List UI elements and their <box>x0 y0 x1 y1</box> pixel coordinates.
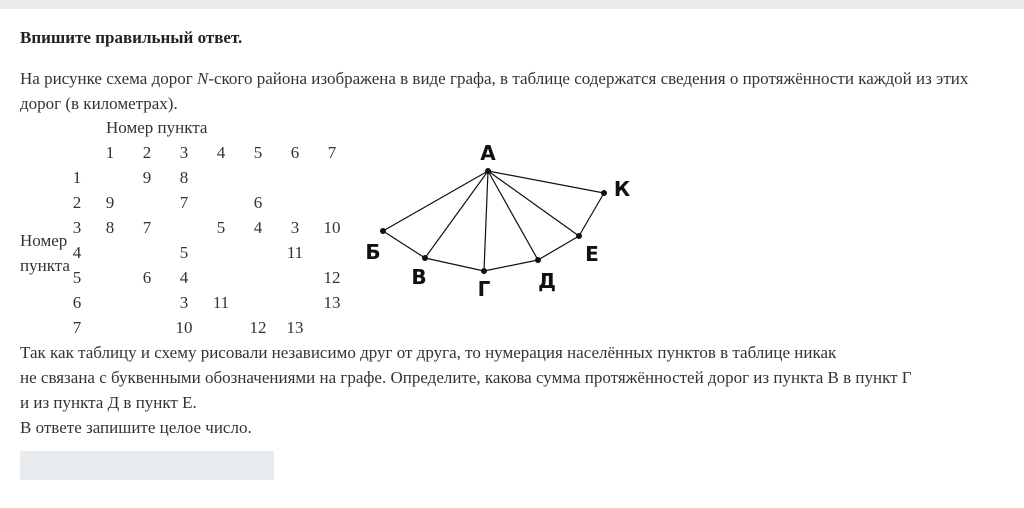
outro-line: Так как таблицу и схему рисовали независимо друг от друга, то нумерация населённых пунктов в таблице никак <box>20 343 837 362</box>
graph-vertex-label: Б <box>365 240 381 264</box>
row-header: 5 <box>72 268 82 287</box>
column-header: 2 <box>142 143 152 162</box>
table-cell: 7 <box>142 218 152 237</box>
graph-edge <box>425 171 488 258</box>
column-header: 1 <box>105 143 115 162</box>
graph-edge <box>383 231 425 258</box>
table-cell: 7 <box>179 193 189 212</box>
graph-vertex-label: Д <box>538 269 556 293</box>
table-cell: 11 <box>212 293 230 312</box>
row-header: 7 <box>72 318 82 337</box>
row-header: 1 <box>72 168 82 187</box>
road-graph <box>360 138 650 303</box>
table-cell: 9 <box>142 168 152 187</box>
outro-line: и из пункта Д в пункт Е. <box>20 393 197 412</box>
table-cell: 13 <box>323 293 341 312</box>
row-header: 3 <box>72 218 82 237</box>
table-cell: 5 <box>179 243 189 262</box>
graph-edge <box>484 260 538 271</box>
table-cell: 3 <box>179 293 189 312</box>
graph-vertex-label: В <box>411 265 427 289</box>
graph-vertex <box>380 228 386 234</box>
graph-vertex-label: Г <box>477 277 491 301</box>
column-header: 4 <box>216 143 226 162</box>
table-cell: 8 <box>179 168 189 187</box>
graph-vertex <box>601 190 607 196</box>
column-header: 5 <box>253 143 263 162</box>
graph-vertex-label: А <box>480 141 496 165</box>
intro-text-2: -ского района изображена в виде графа, в таблице содержатся сведения о протяжённости каждой из этих дорог (в километрах). <box>20 69 969 113</box>
table-cell: 6 <box>142 268 152 287</box>
column-header: 3 <box>179 143 189 162</box>
table-cell: 13 <box>286 318 304 337</box>
table-cell: 10 <box>175 318 193 337</box>
graph-edge <box>579 193 604 236</box>
graph-edge <box>488 171 538 260</box>
table-cell: 12 <box>249 318 267 337</box>
row-header: 6 <box>72 293 82 312</box>
outro-line: не связана с буквенными обозначениями на графе. Определите, какова сумма протяжённостей дорог из пункта В в пункт Г <box>20 368 912 387</box>
graph-edge <box>425 258 484 271</box>
column-axis-label: Номер пункта <box>106 118 208 137</box>
intro-italic: N <box>196 69 209 88</box>
table-cell: 10 <box>323 218 341 237</box>
table-cell: 5 <box>216 218 226 237</box>
graph-edge <box>538 236 579 260</box>
row-header: 4 <box>72 243 82 262</box>
outro-line: В ответе запишите целое число. <box>20 418 252 437</box>
question-outro <box>20 340 1010 440</box>
graph-vertex <box>422 255 428 261</box>
top-bar <box>0 0 1024 9</box>
graph-vertex <box>535 257 541 263</box>
intro-text-1: На рисунке схема дорог <box>20 69 197 88</box>
table-cell: 11 <box>286 243 304 262</box>
graph-vertex <box>481 268 487 274</box>
graph-vertex-label: Е <box>585 242 599 266</box>
row-axis-label: Номер пункта <box>20 231 70 275</box>
graph-edge <box>484 171 488 271</box>
question-heading: Впишите правильный ответ. <box>20 28 243 47</box>
table-cell: 4 <box>253 218 263 237</box>
row-header: 2 <box>72 193 82 212</box>
graph-edge <box>488 171 604 193</box>
table-cell: 8 <box>105 218 115 237</box>
graph-edge <box>488 171 579 236</box>
column-header: 7 <box>327 143 337 162</box>
question-intro <box>20 66 1010 116</box>
column-header: 6 <box>290 143 300 162</box>
answer-input[interactable] <box>20 451 274 480</box>
graph-edge <box>383 171 488 231</box>
table-cell: 4 <box>179 268 189 287</box>
table-cell: 9 <box>105 193 115 212</box>
table-cell: 12 <box>323 268 341 287</box>
table-cell: 3 <box>290 218 300 237</box>
graph-vertex <box>576 233 582 239</box>
graph-vertex <box>485 168 491 174</box>
graph-vertex-label: К <box>613 177 631 201</box>
table-cell: 6 <box>253 193 263 212</box>
